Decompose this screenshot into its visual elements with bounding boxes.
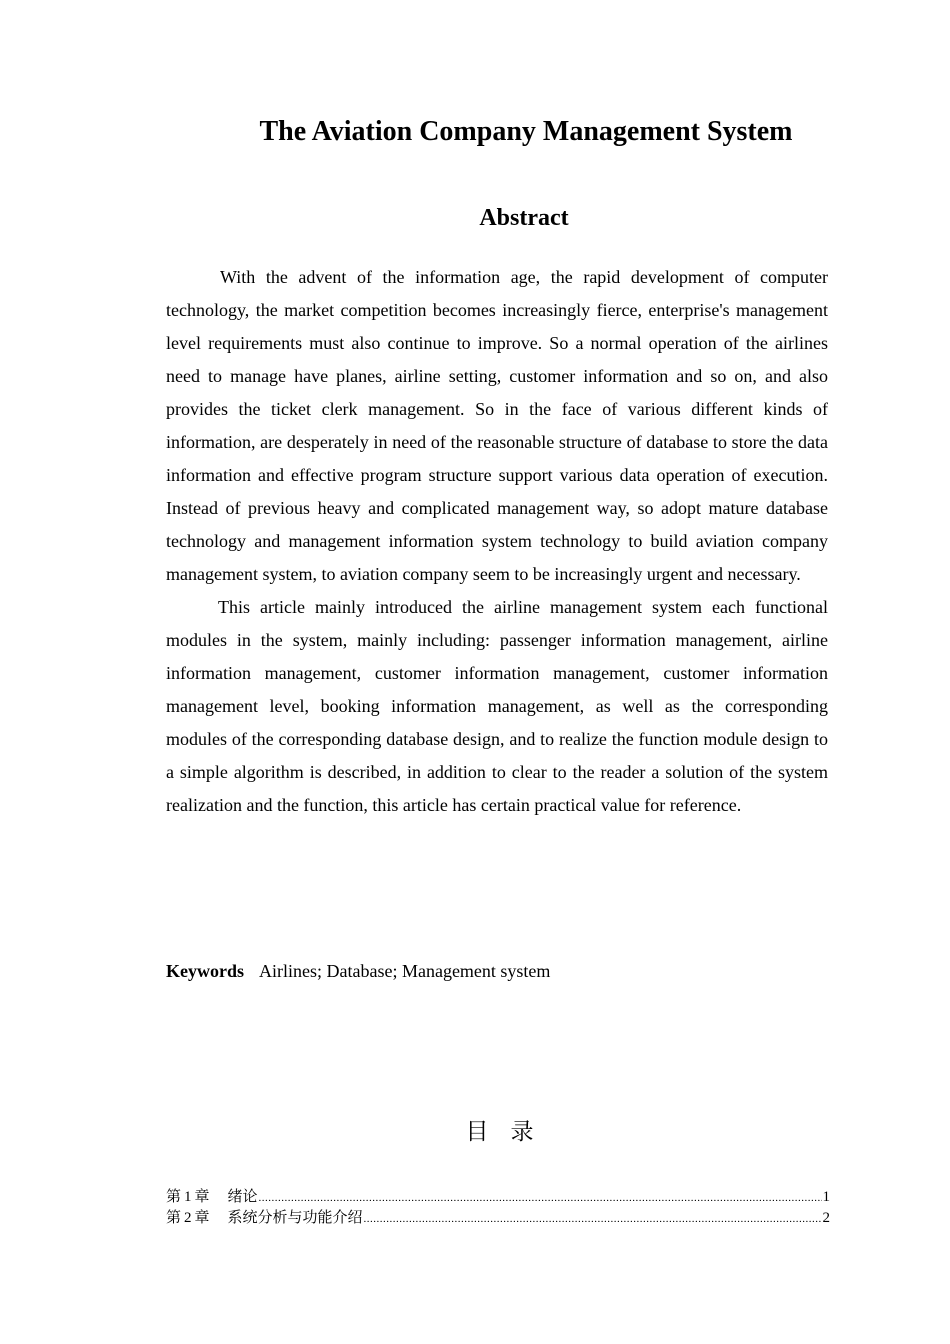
toc-page-number: 1 xyxy=(822,1189,830,1205)
abstract-paragraph-1: With the advent of the information age, the rapid development of computer technology, the market competition becomes increasingly fierce, enterprise's management level requirements must also continue to improve. So a normal operation of the airlines need to manage have planes, airline setting, customer information and so on, and also provides the ticket clerk management. So in the face of various different kinds of information, are desperately in need of the reasonable structure of database to store the data information and effective program structure support various data operation of execution. Instead of previous heavy and complicated management way, so adopt mature database technology and management information system technology to build aviation company management system, to aviation company seem to be increasingly urgent and necessary. xyxy=(166,267,828,584)
keywords-text: Airlines; Database; Management system xyxy=(259,961,551,981)
document-title: The Aviation Company Management System xyxy=(259,116,793,147)
toc-entry-title: 绪论 xyxy=(227,1187,258,1205)
toc-dot-leader xyxy=(364,1209,822,1229)
toc-entry[interactable] xyxy=(166,1186,830,1207)
table-of-contents xyxy=(166,1186,830,1228)
keywords-label: Keywords xyxy=(166,961,244,981)
abstract-body xyxy=(166,261,828,822)
toc-entry[interactable] xyxy=(166,1207,830,1228)
toc-entry-title: 系统分析与功能介绍 xyxy=(227,1208,363,1226)
toc-chapter-number: 第 2 章 xyxy=(166,1208,210,1226)
keywords-line xyxy=(166,956,550,986)
toc-page-number: 2 xyxy=(822,1210,830,1226)
toc-title: 目录 xyxy=(465,1119,556,1145)
toc-chapter-number: 第 1 章 xyxy=(166,1187,210,1205)
abstract-paragraph-2: This article mainly introduced the airline management system each functional modules in the system, mainly including: passenger information management, airline information management, customer information management, customer information management level, booking information management, as well as the corresponding modules of the corresponding database design, and to realize the function module design to a simple algorithm is described, in addition to clear to the reader a solution of the system realization and the function, this article has certain practical value for reference. xyxy=(166,597,828,815)
abstract-heading: Abstract xyxy=(479,205,569,231)
toc-dot-leader xyxy=(259,1188,822,1208)
